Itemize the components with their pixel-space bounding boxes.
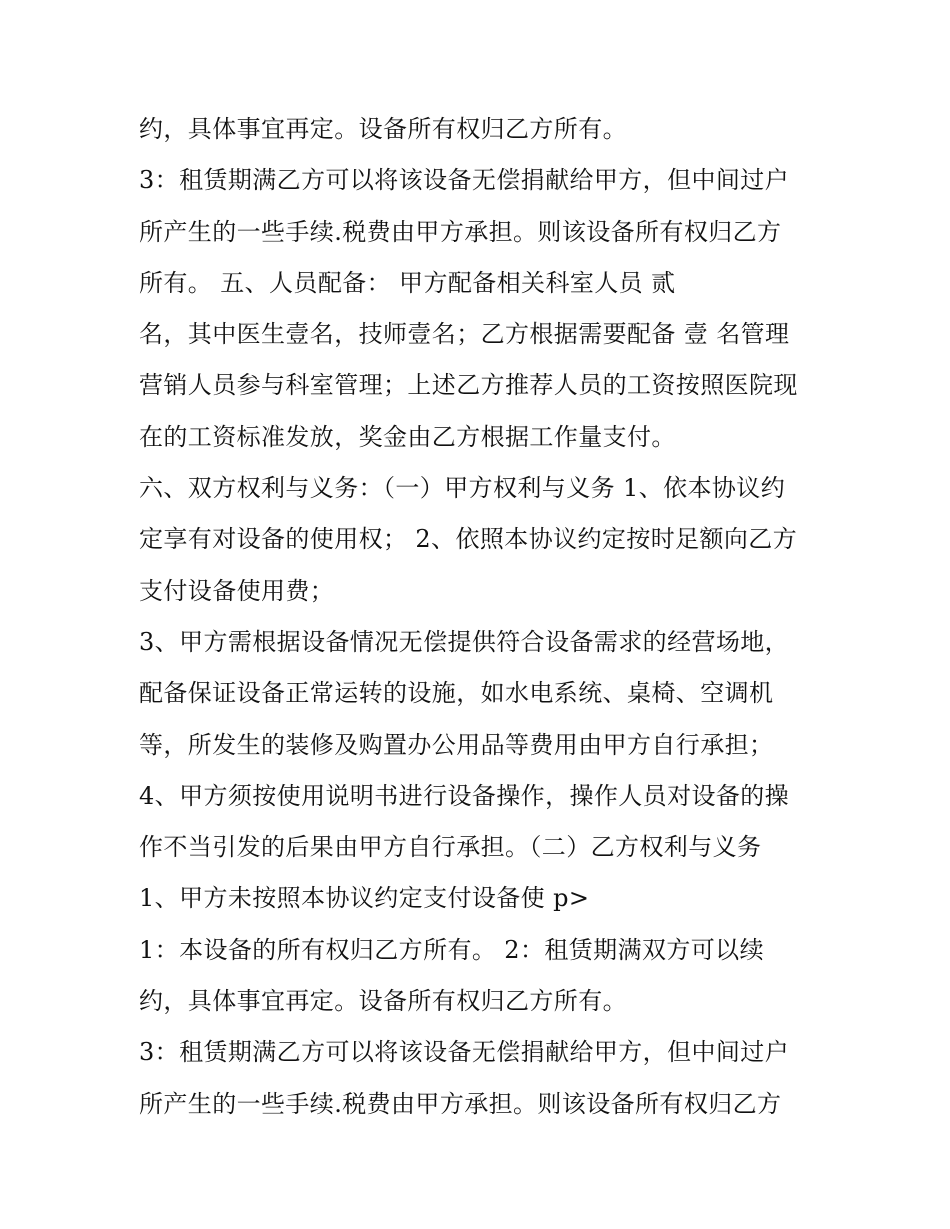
document-body bbox=[139, 104, 829, 1130]
text-line: 支付设备使用费； bbox=[139, 576, 335, 605]
text-line: 3：租赁期满乙方可以将该设备无偿捐献给甲方，但中间过户 bbox=[139, 1038, 790, 1067]
text-line: 名，其中医生壹名，技师壹名；乙方根据需要配备 壹 名管理 bbox=[139, 320, 790, 349]
text-line: 4、甲方须按使用说明书进行设备操作，操作人员对设备的操 bbox=[139, 781, 790, 810]
text-line: 约，具体事宜再定。设备所有权归乙方所有。 bbox=[139, 987, 627, 1016]
text-line: 所产生的一些手续.税费由甲方承担。则该设备所有权归乙方 bbox=[139, 217, 782, 246]
text-line: 约，具体事宜再定。设备所有权归乙方所有。 bbox=[139, 115, 627, 143]
text-line: 所产生的一些手续.税费由甲方承担。则该设备所有权归乙方 bbox=[139, 1089, 782, 1118]
text-line: 定享有对设备的使用权； 2、依照本协议约定按时足额向乙方 bbox=[139, 525, 798, 554]
text-line: 在的工资标准发放，奖金由乙方根据工作量支付。 bbox=[139, 422, 676, 451]
text-line: 六、双方权利与义务：（一）甲方权利与义务 1、依本协议约 bbox=[139, 474, 786, 503]
text-line: 3、甲方需根据设备情况无偿提供符合设备需求的经营场地， bbox=[139, 627, 790, 656]
text-line: 3：租赁期满乙方可以将该设备无偿捐献给甲方，但中间过户 bbox=[139, 166, 790, 195]
text-line: 等，所发生的装修及购置办公用品等费用由甲方自行承担； bbox=[139, 730, 774, 759]
text-line: 1：本设备的所有权归乙方所有。 2：租赁期满双方可以续 bbox=[139, 935, 764, 964]
text-line: 作不当引发的后果由甲方自行承担。（二）乙方权利与义务 bbox=[139, 833, 762, 862]
text-line: 所有。 五、人员配备： 甲方配备相关科室人员 贰 bbox=[139, 268, 676, 297]
text-line: 配备保证设备正常运转的设施，如水电系统、桌椅、空调机 bbox=[139, 679, 774, 708]
text-line: 营销人员参与科室管理；上述乙方推荐人员的工资按照医院现 bbox=[139, 371, 798, 400]
text-line: 1、甲方未按照本协议约定支付设备使 p> bbox=[139, 884, 590, 913]
